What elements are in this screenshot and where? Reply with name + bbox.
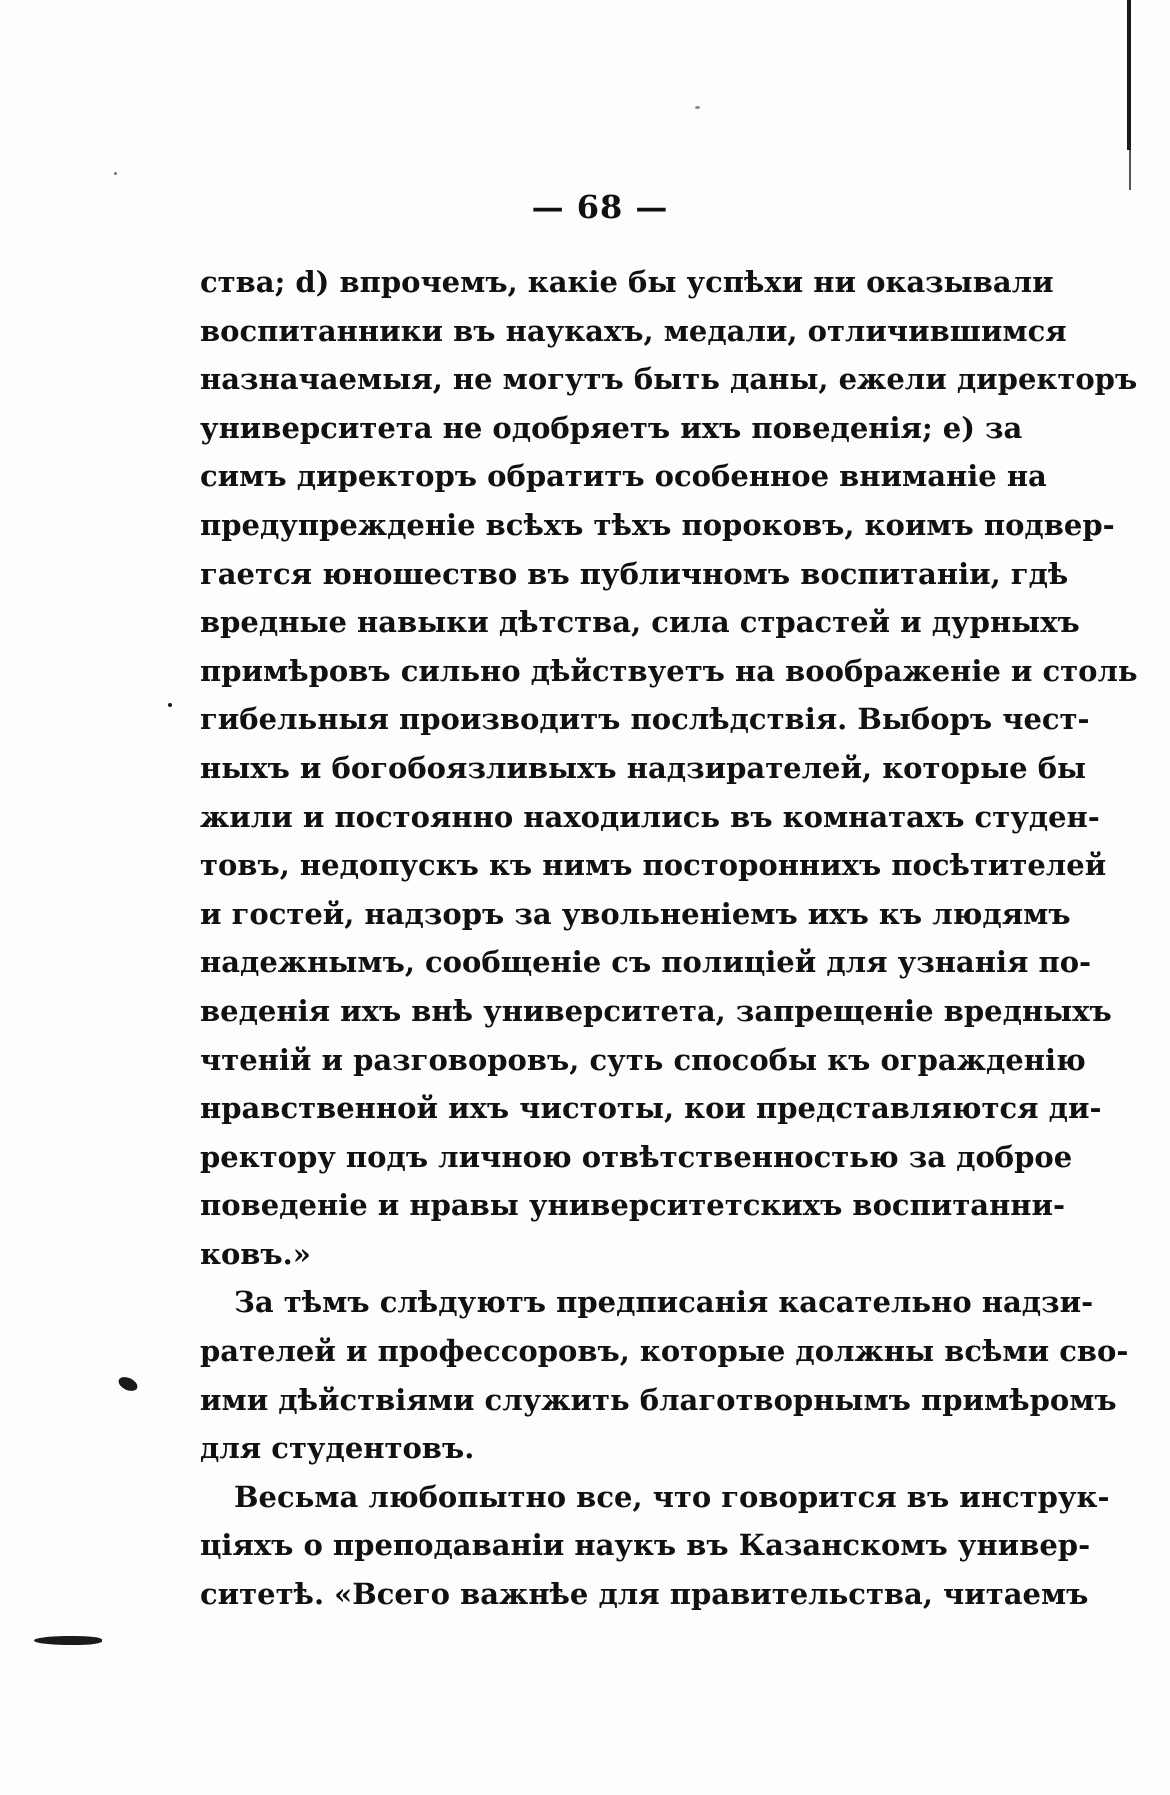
text-line: веденія ихъ внѣ университета, запрещеніе вредныхъ [200,993,1112,1028]
text-line: и гостей, надзоръ за увольненіемъ ихъ къ людямъ [200,896,1071,931]
text-line: университета не одобряетъ ихъ поведенія; е) за [200,410,1023,445]
ink-blot [116,1374,139,1393]
text-line: примѣровъ сильно дѣйствуетъ на воображеніе и столь [200,653,1138,688]
scan-edge-line [1127,0,1131,150]
text-line: предупрежденіе всѣхъ тѣхъ пороковъ, коимъ подвер- [200,507,1115,542]
text-line: нравственной ихъ чистоты, кои представляются ди- [200,1091,1102,1126]
text-line: вредные навыки дѣтства, сила страстей и дурныхъ [200,605,1080,640]
text-line: ціяхъ о преподаваніи наукъ въ Казанскомъ универ- [200,1528,1091,1563]
text-line: для студентовъ. [200,1431,475,1466]
ink-speck [114,172,117,175]
ink-speck [695,106,700,109]
text-line: чтеній и разговоровъ, суть способы къ огражденію [200,1042,1086,1077]
text-line: жили и постоянно находились въ комнатахъ студен- [200,799,1100,834]
text-line: поведеніе и нравы университетскихъ воспитанни- [200,1188,1066,1223]
body-text [200,258,1138,1619]
text-line: гибельныя производитъ послѣдствія. Выборъ чест- [200,702,1090,737]
text-line: ныхъ и богобоязливыхъ надзирателей, которые бы [200,750,1087,785]
text-line: симъ директоръ обратитъ особенное вниманіе на [200,459,1047,494]
text-line: рателей и профессоровъ, которые должны всѣми сво- [200,1334,1129,1369]
text-line: За тѣмъ слѣдуютъ предписанія касательно надзи- [234,1285,1094,1320]
text-line: гается юношество въ публичномъ воспитаніи, гдѣ [200,556,1069,591]
text-line: ковъ.» [200,1236,311,1271]
page-number: — 68 — [531,188,669,226]
text-line: товъ, недопускъ къ нимъ постороннихъ посѣтителей [200,848,1107,883]
text-line: ства; d) впрочемъ, какіе бы успѣхи ни оказывали [200,265,1054,299]
text-line: воспитанники въ наукахъ, медали, отличившимся [200,313,1067,348]
scan-edge-line-lower [1129,150,1131,190]
text-line: надежнымъ, сообщеніе съ полиціей для узнанія по- [200,945,1092,980]
text-line: ими дѣйствіями служить благотворнымъ примѣромъ [200,1382,1117,1417]
text-line: назначаемыя, не могутъ быть даны, ежели директоръ [200,362,1138,397]
text-line: ситетѣ. «Всего важнѣе для правительства, читаемъ [200,1577,1089,1612]
ink-dot [168,703,172,707]
ink-smudge [34,1636,102,1645]
text-line: Весьма любопытно все, что говорится въ инструк- [234,1479,1110,1514]
text-line: ректору подъ личною отвѣтственностью за доброе [200,1139,1073,1174]
